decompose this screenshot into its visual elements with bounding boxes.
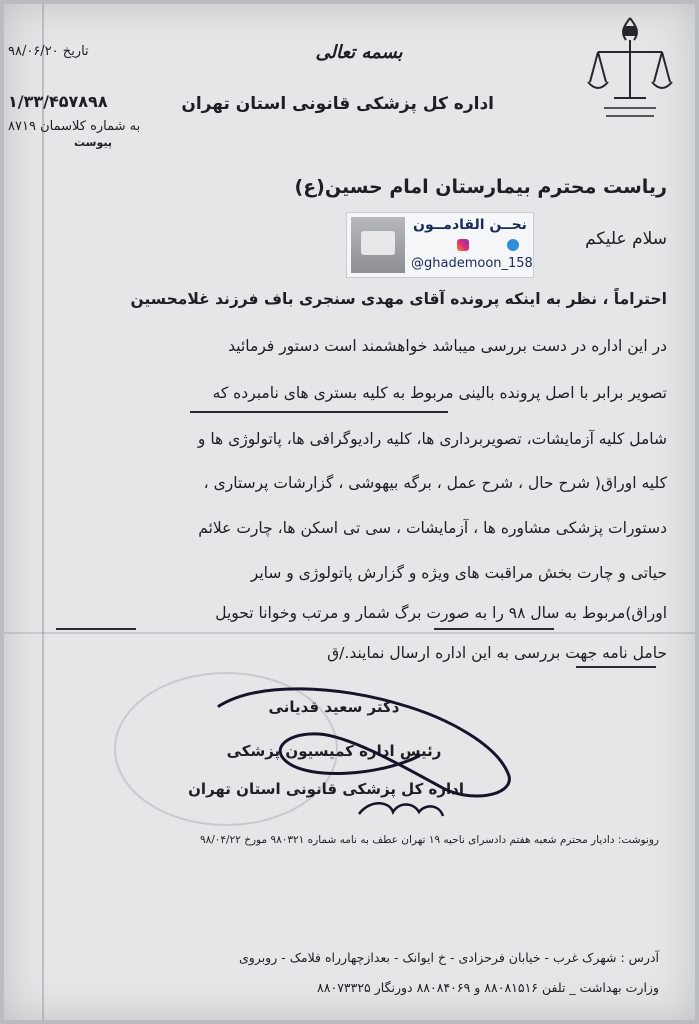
social-watermark xyxy=(346,212,534,278)
judiciary-emblem-icon xyxy=(584,12,676,132)
registration-number: به شماره کلاسمان ۸۷۱۹ xyxy=(8,119,141,134)
underline-original-record xyxy=(190,411,448,413)
footer-phone: وزارت بهداشت _ تلفن ۸۸۰۸۱۵۱۶ و ۸۸۰۸۴۰۶۹ دورنگار ۸۸۰۷۳۳۲۵ xyxy=(317,980,659,995)
signatory-name: دکتر سعید قدیانی xyxy=(268,698,400,716)
greeting-line: سلام علیکم xyxy=(585,229,667,249)
body-line-1: احتراماً ، نظر به اینکه پرونده آقای مهدی سنجری باف فرزند غلامحسین xyxy=(130,290,667,308)
paper-crease-horizontal xyxy=(4,632,695,634)
watermark-title: نحــن القادمــون xyxy=(413,217,527,233)
letter-page xyxy=(4,4,695,1020)
underline-bearer xyxy=(576,666,656,668)
watermark-handle: @ghademoon_158 xyxy=(411,256,533,271)
body-line-3: تصویر برابر با اصل پرونده بالینی مربوط به کلیه بستری های نامبرده که xyxy=(212,384,667,402)
signatory-organization: اداره کل پزشکی قانونی استان تهران xyxy=(188,780,464,798)
body-line-9: حامل نامه جهت بررسی به این اداره ارسال نمایند./ق xyxy=(327,644,667,662)
body-line-2: در این اداره در دست بررسی میباشد خواهشمند است دستور فرمائید xyxy=(228,337,667,355)
signatory-role: رئیس اداره کمیسیون پزشکی xyxy=(226,742,442,760)
paper-crease-vertical xyxy=(42,4,44,1020)
footer-address: آدرس : شهرک غرب - خیابان فرحزادی - خ ایوانک - بعدازچهارراه فلامک - روبروی xyxy=(238,950,659,965)
addressee-line: ریاست محترم بیمارستان امام حسین(ع) xyxy=(294,176,667,198)
underline-year xyxy=(434,628,554,630)
letter-number: ۱/۳۳/۴۵۷۸۹۸ xyxy=(8,92,108,111)
letter-date-value: ۹۸/۰۶/۲۰ xyxy=(8,44,59,59)
carbon-copy-note: رونوشت: دادیار محترم شعبه هفتم دادسرای ناحیه ۱۹ تهران عطف به نامه شماره ۹۸۰۳۲۱ مورخ ۹۸/۰۴/۲۲ xyxy=(199,834,659,846)
body-line-5: کلیه اوراق( شرح حال ، شرح عمل ، برگه بیهوشی ، گزارشات پرستاری ، xyxy=(203,474,667,492)
body-line-7: حیاتی و چارت بخش مراقبت های ویژه و گزارش پاتولوژی و سایر xyxy=(250,564,667,582)
body-line-8: اوراق)مربوط به سال ۹۸ را به صورت برگ شمار و مرتب وخوانا تحویل xyxy=(215,604,667,622)
attachment-stamp: پیوست xyxy=(74,136,112,149)
body-line-4: شامل کلیه آزمایشات، تصویربرداری ها، کلیه رادیوگرافی ها، پاتولوژی ها و xyxy=(197,430,667,448)
handwritten-signature-icon xyxy=(188,676,529,826)
letter-date xyxy=(8,44,89,59)
organization-name: اداره کل پزشکی قانونی استان تهران xyxy=(181,94,494,114)
basmala-heading: بسمه تعالی xyxy=(315,42,403,63)
watermark-photo xyxy=(351,217,405,273)
letter-date-label: تاریخ xyxy=(62,44,89,59)
instagram-icon xyxy=(457,239,469,251)
body-line-6: دستورات پزشکی مشاوره ها ، آزمایشات ، سی تی اسکن ها، چارت علائم xyxy=(198,519,667,537)
underline-delivery xyxy=(56,628,136,630)
telegram-icon xyxy=(507,239,519,251)
